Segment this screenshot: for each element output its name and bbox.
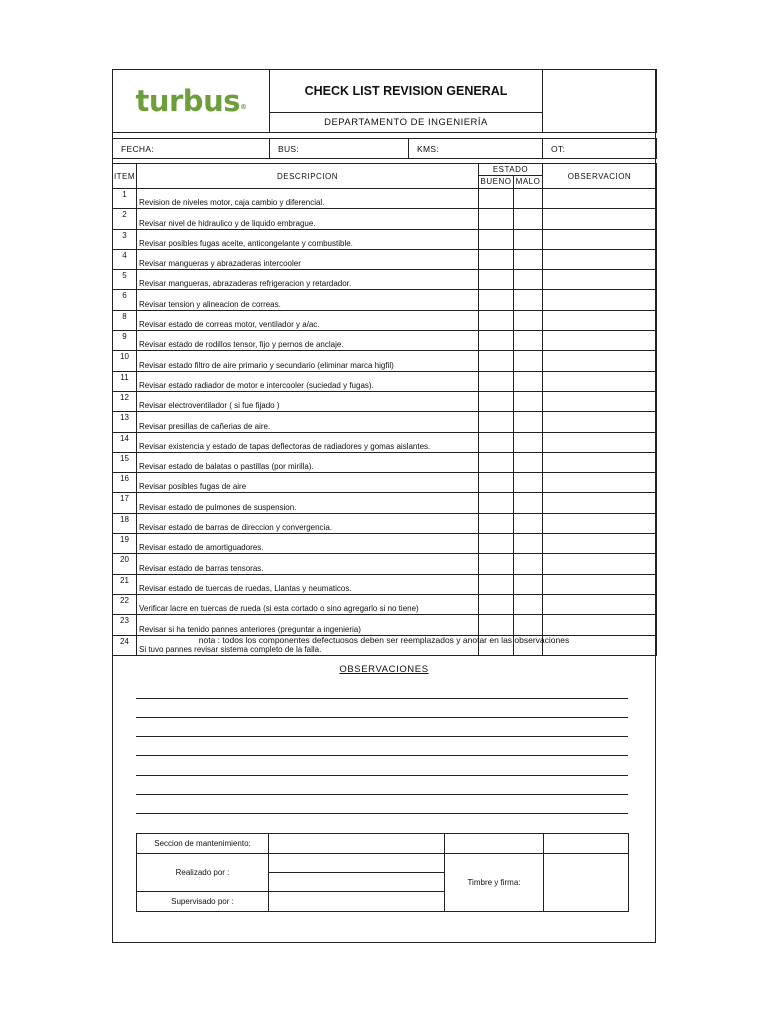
- checklist-row: [113, 574, 657, 594]
- realizado-field-2[interactable]: [269, 873, 445, 892]
- malo-checkbox[interactable]: [514, 615, 543, 635]
- checklist-row: [113, 189, 657, 209]
- checklist-row: [113, 249, 657, 269]
- item-description: Revisar electroventilador ( si fue fijado ): [137, 391, 479, 411]
- observacion-cell[interactable]: [543, 331, 657, 351]
- item-description: Revisar estado radiador de motor e intercooler (suciedad y fugas).: [137, 371, 479, 391]
- item-number: 10: [113, 351, 137, 371]
- malo-checkbox[interactable]: [514, 270, 543, 290]
- supervisado-field[interactable]: [269, 892, 445, 912]
- item-number: 17: [113, 493, 137, 513]
- observacion-cell[interactable]: [543, 574, 657, 594]
- item-description: Revisar posibles fugas aceite, anticongelante y combustible.: [137, 229, 479, 249]
- observacion-cell[interactable]: [543, 290, 657, 310]
- bueno-checkbox[interactable]: [479, 594, 514, 614]
- item-description: Si tuvo pannes revisar sistema completo de la falla.: [137, 635, 479, 655]
- bueno-checkbox[interactable]: [479, 534, 514, 554]
- signature-table: [136, 833, 629, 912]
- observacion-cell[interactable]: [543, 615, 657, 635]
- item-number: 1: [113, 189, 137, 209]
- malo-checkbox[interactable]: [514, 189, 543, 209]
- seccion-extra-cell: [544, 834, 629, 854]
- checklist-row: [113, 229, 657, 249]
- malo-checkbox[interactable]: [514, 452, 543, 472]
- item-description: Revisar estado de rodillos tensor, fijo y pernos de anclaje.: [137, 331, 479, 351]
- bueno-checkbox[interactable]: [479, 331, 514, 351]
- item-number: 6: [113, 290, 137, 310]
- malo-checkbox[interactable]: [514, 432, 543, 452]
- bueno-checkbox[interactable]: [479, 270, 514, 290]
- checklist-row: [113, 209, 657, 229]
- bueno-checkbox[interactable]: [479, 513, 514, 533]
- bueno-checkbox[interactable]: [479, 554, 514, 574]
- item-description: Revisar estado de balatas o pastillas (por mirilla).: [137, 452, 479, 472]
- observacion-cell[interactable]: [543, 513, 657, 533]
- logo-text: turbus: [135, 84, 240, 118]
- item-number: 9: [113, 331, 137, 351]
- observacion-cell[interactable]: [543, 432, 657, 452]
- item-description: Revisar estado de barras tensoras.: [137, 554, 479, 574]
- col-estado-header: ESTADO: [479, 164, 543, 176]
- observaciones-title: OBSERVACIONES: [339, 664, 429, 675]
- item-number: 2: [113, 209, 137, 229]
- department-label: DEPARTAMENTO DE INGENIERÍA: [270, 113, 543, 133]
- observacion-cell[interactable]: [543, 412, 657, 432]
- bueno-checkbox[interactable]: [479, 493, 514, 513]
- observacion-cell[interactable]: [543, 534, 657, 554]
- logo-registered-mark: ®: [239, 103, 247, 111]
- bueno-checkbox[interactable]: [479, 189, 514, 209]
- checklist-row: [113, 452, 657, 472]
- item-description: Revisar posibles fugas de aire: [137, 473, 479, 493]
- observation-line[interactable]: [136, 794, 628, 795]
- item-number: 22: [113, 594, 137, 614]
- observacion-cell[interactable]: [543, 371, 657, 391]
- bueno-checkbox[interactable]: [479, 432, 514, 452]
- item-number: 13: [113, 412, 137, 432]
- item-description: Revisar estado de amortiguadores.: [137, 534, 479, 554]
- item-description: Revisar nivel de hidraulico y de liquido embrague.: [137, 209, 479, 229]
- checklist-row: [113, 554, 657, 574]
- bueno-checkbox[interactable]: [479, 574, 514, 594]
- header-blank-cell: [543, 70, 657, 133]
- checklist-row: [113, 290, 657, 310]
- observacion-cell[interactable]: [543, 594, 657, 614]
- supervisado-label: Supervisado por :: [137, 892, 269, 912]
- item-number: 24: [113, 635, 137, 655]
- bueno-checkbox[interactable]: [479, 452, 514, 472]
- observacion-cell[interactable]: [543, 229, 657, 249]
- checklist-row: [113, 331, 657, 351]
- bueno-checkbox[interactable]: [479, 371, 514, 391]
- malo-checkbox[interactable]: [514, 331, 543, 351]
- item-number: 4: [113, 249, 137, 269]
- observation-line[interactable]: [136, 717, 628, 718]
- checklist-row: [113, 473, 657, 493]
- observation-line[interactable]: [136, 755, 628, 756]
- item-number: 11: [113, 371, 137, 391]
- checklist-row: [113, 493, 657, 513]
- col-malo-header: MALO: [514, 175, 543, 188]
- bueno-checkbox[interactable]: [479, 351, 514, 371]
- col-description-header: DESCRIPCION: [137, 164, 479, 189]
- malo-checkbox[interactable]: [514, 412, 543, 432]
- malo-checkbox[interactable]: [514, 594, 543, 614]
- item-description: Revisar estado de tuercas de ruedas, Llantas y neumaticos.: [137, 574, 479, 594]
- malo-checkbox[interactable]: [514, 290, 543, 310]
- observacion-cell[interactable]: [543, 310, 657, 330]
- fecha-field[interactable]: FECHA:: [113, 139, 270, 159]
- item-number: 19: [113, 534, 137, 554]
- bueno-checkbox[interactable]: [479, 209, 514, 229]
- bueno-checkbox[interactable]: [479, 249, 514, 269]
- observation-line[interactable]: [136, 775, 628, 776]
- observation-line[interactable]: [136, 698, 628, 699]
- observacion-cell[interactable]: [543, 209, 657, 229]
- malo-checkbox[interactable]: [514, 209, 543, 229]
- bus-field[interactable]: BUS:: [270, 139, 409, 159]
- observacion-cell[interactable]: [543, 452, 657, 472]
- malo-checkbox[interactable]: [514, 473, 543, 493]
- item-description: Revisar presillas de cañerias de aire.: [137, 412, 479, 432]
- malo-checkbox[interactable]: [514, 534, 543, 554]
- seccion-field[interactable]: [269, 834, 445, 854]
- observation-line[interactable]: [136, 736, 628, 737]
- bueno-checkbox[interactable]: [479, 290, 514, 310]
- malo-checkbox[interactable]: [514, 371, 543, 391]
- header-table: [112, 69, 657, 133]
- checklist-row: [113, 391, 657, 411]
- item-number: 16: [113, 473, 137, 493]
- item-description: Verificar lacre en tuercas de rueda (si esta cortado o sino agregarlo si no tiene): [137, 594, 479, 614]
- malo-checkbox[interactable]: [514, 554, 543, 574]
- malo-checkbox[interactable]: [514, 391, 543, 411]
- item-number: 14: [113, 432, 137, 452]
- seccion-extra-cell: [445, 834, 544, 854]
- bueno-checkbox[interactable]: [479, 310, 514, 330]
- item-number: 3: [113, 229, 137, 249]
- timbre-field[interactable]: [544, 854, 629, 912]
- item-description: Revisar si ha tenido pannes anteriores (preguntar a ingenieria): [137, 615, 479, 635]
- item-number: 20: [113, 554, 137, 574]
- timbre-label: Timbre y firma:: [445, 854, 544, 912]
- checklist-row: [113, 534, 657, 554]
- item-number: 15: [113, 452, 137, 472]
- checklist-row: [113, 371, 657, 391]
- checklist-body: [113, 189, 657, 656]
- ot-field[interactable]: OT:: [543, 139, 657, 159]
- realizado-label: Realizado por :: [137, 854, 269, 892]
- checklist-row: [113, 513, 657, 533]
- col-observacion-header: OBSERVACION: [543, 164, 657, 189]
- kms-field[interactable]: KMS:: [409, 139, 543, 159]
- checklist-row: [113, 270, 657, 290]
- malo-checkbox[interactable]: [514, 310, 543, 330]
- defect-note: nota : todos los componentes defectuosos deben ser reemplazados y anotar en las observaciones: [198, 635, 570, 645]
- item-description: Revisar tension y alineacion de correas.: [137, 290, 479, 310]
- seccion-label: Seccion de mantenimiento:: [137, 834, 269, 854]
- bueno-checkbox[interactable]: [479, 391, 514, 411]
- item-description: Revisar estado de pulmones de suspension.: [137, 493, 479, 513]
- info-row: [112, 138, 657, 159]
- item-description: Revisar estado filtro de aire primario y secundario (eliminar marca higfil): [137, 351, 479, 371]
- observacion-cell[interactable]: [543, 351, 657, 371]
- checklist-row: [113, 615, 657, 635]
- item-description: Revisar existencia y estado de tapas deflectoras de radiadores y gomas aislantes.: [137, 432, 479, 452]
- malo-checkbox[interactable]: [514, 229, 543, 249]
- item-description: Revision de niveles motor, caja cambio y diferencial.: [137, 189, 479, 209]
- item-description: Revisar estado de barras de direccion y convergencia.: [137, 513, 479, 533]
- item-description: Revisar mangueras, abrazaderas refrigeracion y retardador.: [137, 270, 479, 290]
- checklist-row: [113, 594, 657, 614]
- observacion-cell[interactable]: [543, 189, 657, 209]
- item-number: 21: [113, 574, 137, 594]
- col-bueno-header: BUENO: [479, 175, 514, 188]
- checklist-row: [113, 310, 657, 330]
- malo-checkbox[interactable]: [514, 493, 543, 513]
- realizado-field[interactable]: [269, 854, 445, 873]
- item-number: 8: [113, 310, 137, 330]
- observacion-cell[interactable]: [543, 493, 657, 513]
- observation-line[interactable]: [136, 813, 628, 814]
- item-number: 18: [113, 513, 137, 533]
- observacion-cell[interactable]: [543, 270, 657, 290]
- item-number: 5: [113, 270, 137, 290]
- malo-checkbox[interactable]: [514, 574, 543, 594]
- item-description: Revisar estado de correas motor, ventilador y a/ac.: [137, 310, 479, 330]
- malo-checkbox[interactable]: [514, 513, 543, 533]
- malo-checkbox[interactable]: [514, 351, 543, 371]
- observacion-cell[interactable]: [543, 473, 657, 493]
- checklist-table: [112, 163, 657, 656]
- observacion-cell[interactable]: [543, 249, 657, 269]
- checklist-row: [113, 432, 657, 452]
- malo-checkbox[interactable]: [514, 249, 543, 269]
- page-title: CHECK LIST REVISION GENERAL: [270, 70, 543, 113]
- item-number: 12: [113, 391, 137, 411]
- bueno-checkbox[interactable]: [479, 473, 514, 493]
- bueno-checkbox[interactable]: [479, 412, 514, 432]
- observacion-cell[interactable]: [543, 554, 657, 574]
- col-item-header: ITEM: [113, 164, 137, 189]
- turbus-logo: [113, 70, 270, 133]
- item-number: 23: [113, 615, 137, 635]
- checklist-row: [113, 351, 657, 371]
- item-description: Revisar mangueras y abrazaderas intercooler: [137, 249, 479, 269]
- checklist-row: [113, 412, 657, 432]
- observacion-cell[interactable]: [543, 391, 657, 411]
- bueno-checkbox[interactable]: [479, 615, 514, 635]
- bueno-checkbox[interactable]: [479, 229, 514, 249]
